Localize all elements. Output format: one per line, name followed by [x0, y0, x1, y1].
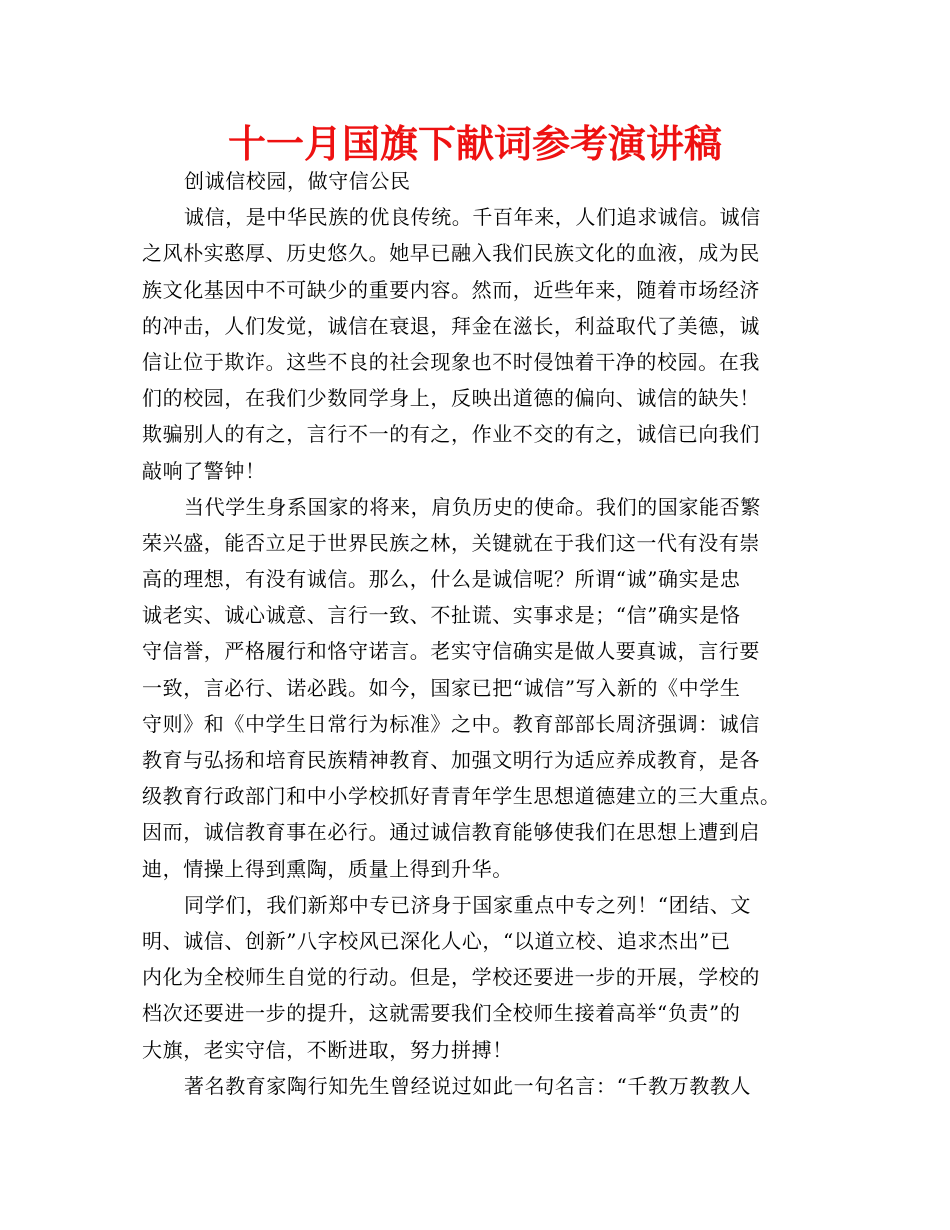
body-line: 高的理想，有没有诚信。那么，什么是诚信呢？所谓“诚”确实是忠: [142, 567, 741, 592]
body-line: 欺骗别人的有之，言行不一的有之，作业不交的有之，诚信已向我们: [142, 422, 760, 447]
body-line: 著名教育家陶行知先生曾经说过如此一句名言：“千教万教教人: [184, 1073, 752, 1098]
body-line: 创诚信校园，做守信公民: [184, 169, 411, 193]
body-line: 守信誉，严格履行和恪守诺言。老实守信确实是做人要真诚，言行要: [142, 639, 760, 664]
document-body: [142, 163, 832, 1104]
body-line: 族文化基因中不可缺少的重要内容。然而，近些年来，随着市场经济: [142, 277, 760, 302]
body-line: 的冲击，人们发觉，诚信在衰退，拜金在滋长，利益取代了美德，诚: [142, 313, 760, 338]
body-line: 一致，言必行、诺必践。如今，国家已把“诚信”写入新的《中学生: [142, 675, 741, 700]
body-line: 档次还要进一步的提升，这就需要我们全校师生接着高举“负责”的: [142, 1001, 741, 1026]
body-line: 当代学生身系国家的将来，肩负历史的使命。我们的国家能否繁: [184, 494, 761, 519]
body-line: 同学们，我们新郑中专已济身于国家重点中专之列！“团结、文: [184, 892, 752, 917]
body-line: 大旗，老实守信，不断进取，努力拼搏！: [142, 1037, 513, 1062]
body-line: 之风朴实憨厚、历史悠久。她早已融入我们民族文化的血液，成为民: [142, 241, 760, 266]
body-line: 因而，诚信教育事在必行。通过诚信教育能够使我们在思想上遭到启: [142, 820, 760, 845]
body-line: 教育与弘扬和培育民族精神教育、加强文明行为适应养成教育，是各: [142, 748, 760, 772]
document-title: 十一月国旗下献词参考演讲稿: [227, 122, 722, 166]
body-line: 们的校园，在我们少数同学身上，反映出道德的偏向、诚信的缺失！: [142, 386, 760, 411]
body-line: 诚信，是中华民族的优良传统。千百年来，人们追求诚信。诚信: [184, 205, 761, 230]
body-line: 内化为全校师生自觉的行动。但是，学校还要进一步的开展，学校的: [142, 965, 760, 990]
body-line: 守则》和《中学生日常行为标准》之中。教育部部长周济强调：诚信: [142, 711, 760, 736]
body-line: 荣兴盛，能否立足于世界民族之林，关键就在于我们这一代有没有崇: [142, 530, 760, 555]
body-line: 迪，情操上得到熏陶，质量上得到升华。: [142, 856, 513, 881]
body-line: 敲响了警钟！: [142, 458, 266, 483]
body-line: 明、诚信、创新”八字校风已深化人心，“以道立校、追求杰出”已: [142, 928, 731, 953]
body-line: 级教育行政部门和中小学校抓好青青年学生思想道德建立的三大重点。: [142, 784, 781, 809]
body-line: 诚老实、诚心诚意、言行一致、不扯谎、实事求是；“信”确实是恪: [142, 603, 741, 628]
body-line: 信让位于欺诈。这些不良的社会现象也不时侵蚀着干净的校园。在我: [142, 349, 760, 374]
